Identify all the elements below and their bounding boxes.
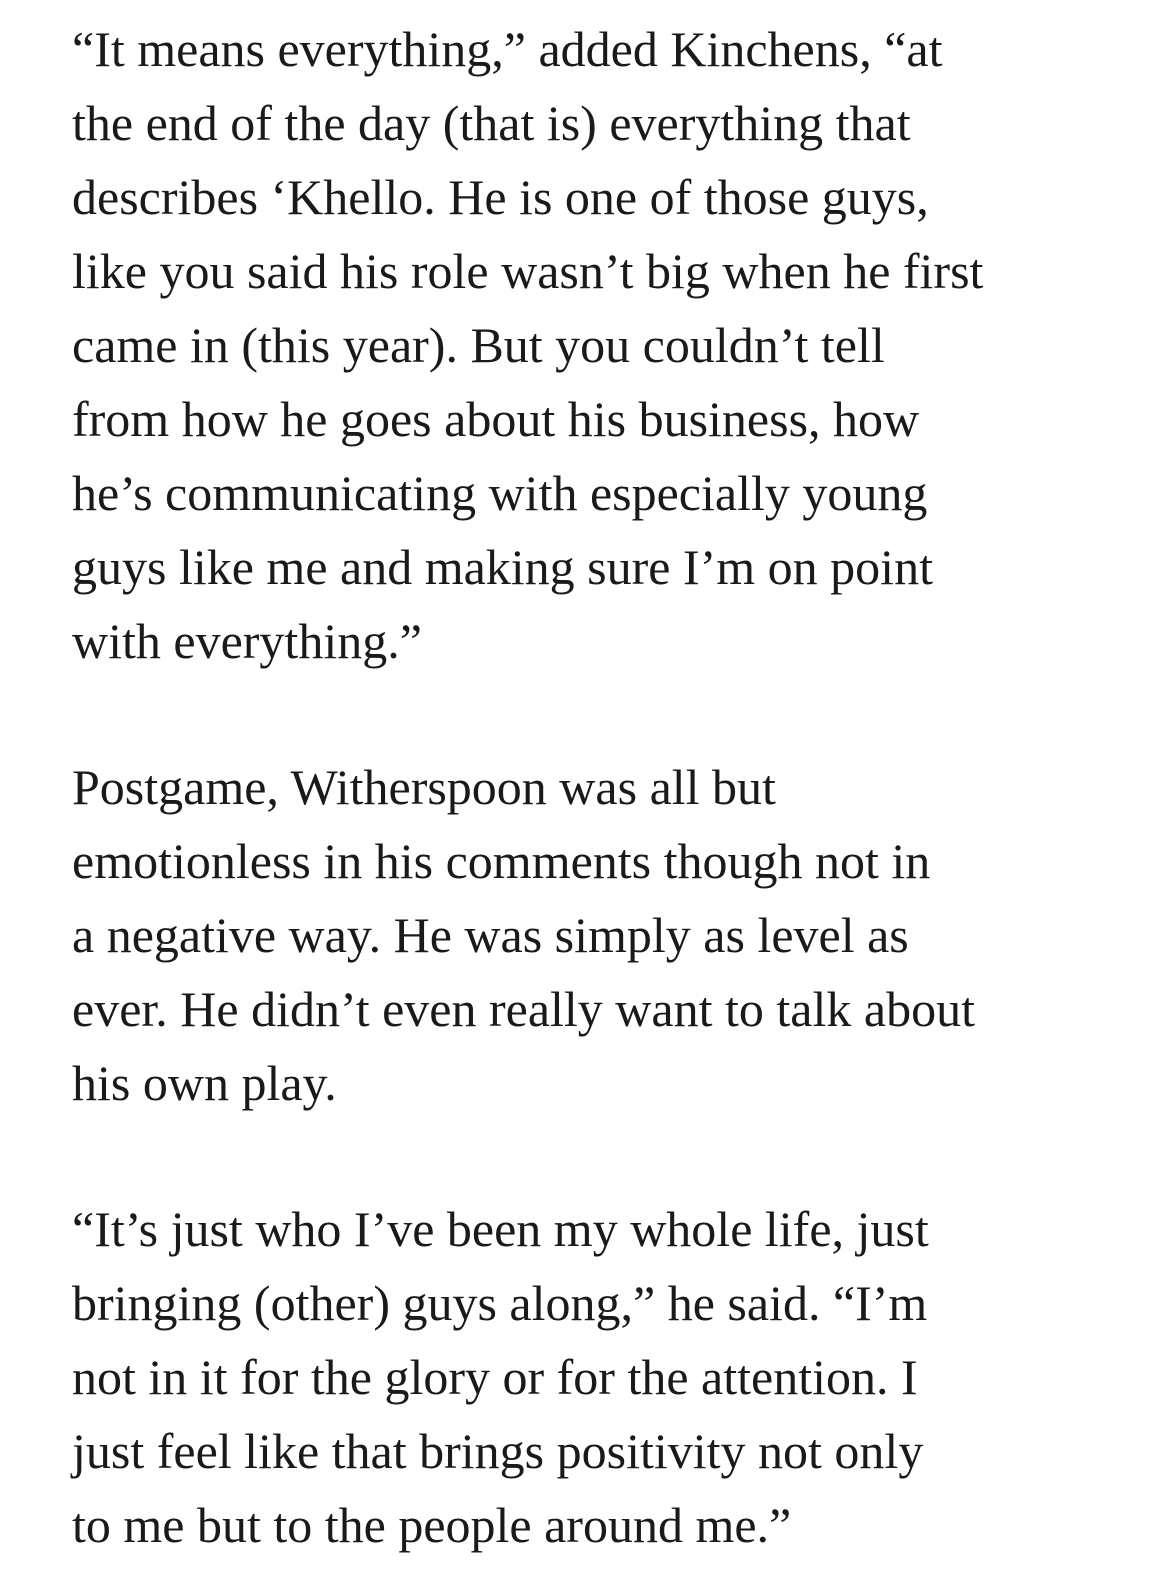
paragraph-postgame <box>72 750 1122 1120</box>
text-line: bringing (other) guys along,” he said. “I’m <box>72 1275 928 1331</box>
text-line: describes ‘Khello. He is one of those guys, <box>72 169 929 225</box>
text-line: Postgame, Witherspoon was all but <box>72 759 776 815</box>
text-line: a negative way. He was simply as level as <box>72 907 909 963</box>
text-line: the end of the day (that is) everything that <box>72 95 911 151</box>
text-line: he’s communicating with especially young <box>72 465 928 521</box>
text-line: “It’s just who I’ve been my whole life, just <box>72 1201 929 1257</box>
text-line: like you said his role wasn’t big when he first <box>72 243 984 299</box>
text-line: “It means everything,” added Kinchens, “at <box>72 21 943 77</box>
paragraph-kinchens-quote <box>72 12 1122 678</box>
text-line: to me but to the people around me.” <box>72 1497 792 1553</box>
text-line: with everything.” <box>72 613 422 669</box>
paragraph-spacer <box>72 678 1122 750</box>
paragraph-spacer <box>72 1120 1122 1192</box>
text-line: his own play. <box>72 1055 337 1111</box>
text-line: from how he goes about his business, how <box>72 391 920 447</box>
paragraph-witherspoon-quote <box>72 1192 1122 1562</box>
article-body <box>72 12 1122 1562</box>
text-line: just feel like that brings positivity not only <box>72 1423 924 1479</box>
text-line: not in it for the glory or for the attention. I <box>72 1349 918 1405</box>
text-line: guys like me and making sure I’m on point <box>72 539 933 595</box>
text-line: came in (this year). But you couldn’t tell <box>72 317 885 373</box>
text-line: emotionless in his comments though not in <box>72 833 931 889</box>
text-line: ever. He didn’t even really want to talk about <box>72 981 975 1037</box>
